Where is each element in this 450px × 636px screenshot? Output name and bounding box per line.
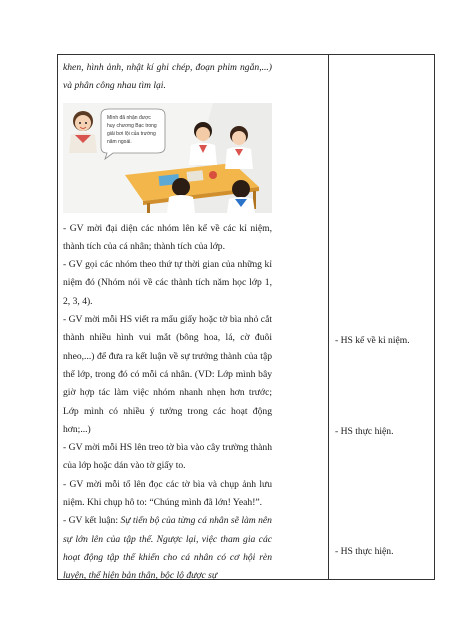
paragraph-1: - GV mời đại diện các nhóm lên kể về các kỉ niệm, thành tích của cá nhân; thành tích của lớp. [63, 222, 272, 252]
lesson-table [57, 54, 435, 580]
teacher-column [63, 59, 272, 586]
intro-paragraph: khen, hình ảnh, nhật kí ghi chép, đoạn phim ngắn,...) và phân công nhau tìm lại. [63, 62, 272, 92]
speech-line-1: Mình đã nhận được [107, 114, 151, 121]
speech-line-2: huy chương Bạc trong [107, 122, 157, 129]
paragraph-3: - GV mời mỗi HS viết ra mẩu giấy hoặc tờ bìa nhỏ cắt thành nhiều hình vui mắt (bông hoa, lá, cờ đuôi nheo,...) để đưa ra kết luận về sự trưởng thành của tập thể lớp, trong đó có mỗi cá nhân. (VD: Lớp mình bây giờ hợp tác làm việc nhóm nhanh nhẹn hơn trước; Lớp mình có nhiều ý tưởng trong các hoạt động hơn;...) [63, 314, 272, 435]
student-response-2: - HS thực hiện. [335, 426, 394, 437]
paragraph-2: - GV gọi các nhóm theo thứ tự thời gian của những kỉ niệm đó (Nhóm nói về các thành tích năm học lớp 1, 2, 3, 4). [63, 259, 272, 307]
student-response-1: - HS kể về kỉ niệm. [335, 335, 410, 346]
speech-line-4: năm ngoái. [107, 138, 132, 145]
column-divider [328, 55, 329, 579]
paragraph-6: - GV kết luận: Sự tiến bộ của từng cá nhân sẽ làm nên sự lớn lên của tập thể. Ngược lại, việc tham gia các hoạt động tập thể khiến cho cá nhân có cơ hội rèn luyện, thể hiện bản thân, bộc lộ được sự [63, 515, 272, 582]
student-response-3: - HS thực hiện. [335, 546, 394, 557]
paragraph-5: - GV mời mỗi tổ lên đọc các tờ bìa và chụp ảnh lưu niệm. Khi chụp hô to: “Chúng mình đã lớn! Yeah!”. [63, 478, 272, 509]
paragraph-4: - GV mời mỗi HS lên treo tờ bìa vào cây trường thành của lớp hoặc dán vào tờ giấy to. [63, 442, 272, 472]
classroom-illustration [63, 103, 272, 213]
speech-line-3: giải bơi lội của trường [107, 130, 156, 137]
